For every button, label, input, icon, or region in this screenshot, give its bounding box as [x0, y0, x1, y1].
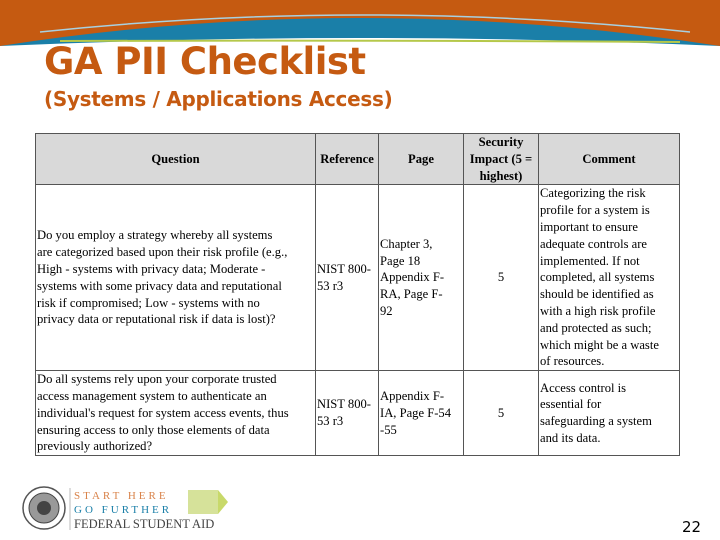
reference-cell: [316, 185, 379, 371]
text-line: and protected as such;: [540, 320, 652, 335]
text-line: privacy data or reputational risk if data is lost)?: [37, 312, 276, 327]
text-line: -55: [380, 422, 397, 437]
text-line: ensuring access to only those elements of data: [37, 422, 270, 437]
text-line: Appendix F-: [380, 388, 445, 403]
text-line: Do you employ a strategy whereby all systems: [37, 228, 273, 243]
text-line: previously authorized?: [37, 439, 153, 454]
text-line: Page 18: [380, 253, 421, 268]
table-row: [36, 185, 680, 371]
text-line: profile for a system is: [540, 203, 650, 218]
text-line: individual's request for system access events, thus: [37, 405, 289, 420]
text-line: completed, all systems: [540, 270, 655, 285]
text-line: Chapter 3,: [380, 236, 433, 251]
page-cell: [379, 371, 464, 456]
text-line: systems with some privacy data and reputational: [37, 278, 282, 293]
header-comment: Comment: [539, 134, 680, 185]
text-line: of resources.: [540, 354, 605, 369]
text-line: 53 r3: [317, 278, 344, 293]
text-line: access management system to authenticate an: [37, 388, 267, 403]
text-line: are categorized based upon their risk profile (e.g.,: [37, 245, 288, 260]
text-line: 53 r3: [317, 414, 344, 429]
header-line: Impact (5 =: [469, 151, 533, 166]
checklist-table: [35, 133, 680, 456]
slide-title: GA PII Checklist: [44, 40, 366, 83]
text-line: safeguarding a system: [540, 414, 652, 429]
text-line: risk if compromised; Low - systems with no: [37, 295, 260, 310]
text-line: RA, Page F-: [380, 287, 443, 302]
text-line: implemented. If not: [540, 253, 640, 268]
question-cell: [36, 371, 316, 456]
table-row: [36, 371, 680, 456]
text-line: important to ensure: [540, 219, 638, 234]
header-line: Security: [478, 135, 524, 149]
page-cell: [379, 185, 464, 371]
text-line: Access control is: [540, 380, 627, 395]
federal-student-aid-logo: [22, 484, 252, 532]
text-line: NIST 800-: [317, 397, 371, 412]
text-line: with a high risk profile: [540, 303, 656, 318]
header-reference: Reference: [316, 134, 379, 185]
header-page: Page: [379, 134, 464, 185]
reference-cell: [316, 371, 379, 456]
text-line: should be identified as: [540, 287, 654, 302]
text-line: Do all systems rely upon your corporate trusted: [37, 372, 277, 387]
text-line: IA, Page F-54: [380, 405, 452, 420]
svg-text:FEDERAL STUDENT AID: FEDERAL STUDENT AID: [74, 517, 215, 531]
text-line: 92: [380, 303, 393, 318]
table-header-row: [36, 134, 680, 185]
text-line: NIST 800-: [317, 261, 371, 276]
comment-cell: [539, 371, 680, 456]
svg-text:START HERE: START HERE: [74, 490, 169, 502]
security-impact-cell: 5: [464, 185, 539, 371]
text-line: High - systems with privacy data; Moderate -: [37, 261, 266, 276]
slide-subtitle: (Systems / Applications Access): [44, 87, 393, 111]
text-line: and its data.: [540, 430, 601, 445]
comment-cell: [539, 185, 680, 371]
question-cell: [36, 185, 316, 371]
header-line: highest): [479, 168, 523, 183]
security-impact-cell: 5: [464, 371, 539, 456]
text-line: adequate controls are: [540, 236, 647, 251]
text-line: Categorizing the risk: [540, 186, 646, 201]
text-line: essential for: [540, 397, 602, 412]
header-question: Question: [36, 134, 316, 185]
text-line: Appendix F-: [380, 270, 445, 285]
text-line: which might be a waste: [540, 337, 659, 352]
header-security-impact: [464, 134, 539, 185]
svg-text:GO FURTHER: GO FURTHER: [74, 504, 173, 516]
page-number: 22: [682, 518, 702, 536]
